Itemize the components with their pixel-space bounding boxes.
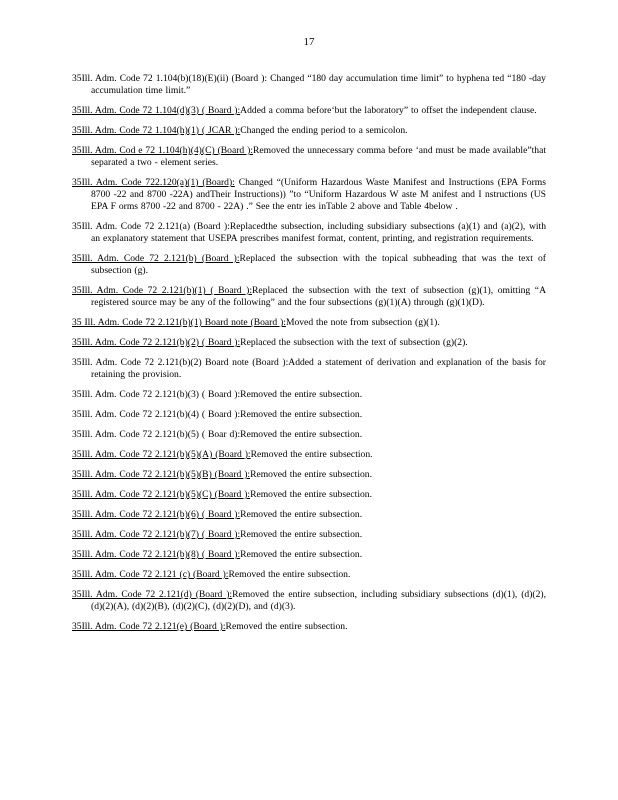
- citation: 35Ill. Adm. Code 722.120(a)(1) (Board):: [72, 177, 235, 188]
- amendment-entry: [72, 489, 546, 501]
- citation: 35Ill. Adm. Code 72 2.121 (c) (Board ):: [72, 569, 229, 580]
- citation: 35Ill. Adm. Code 72 2.121(b)(5)(C) (Board ):: [72, 489, 251, 500]
- change-description: Added a statement of derivation and explanation of the basis for retaining the provision.: [91, 357, 546, 380]
- amendment-entry: [72, 221, 546, 245]
- change-description: Changed “(Uniform Hazardous Waste Manifest and Instructions (EPA Forms 8700 -22 and 8700 -22A) andTheir Instructions)) ”to “Uniform Hazardous W aste M anifest and I nstructions (US EPA F orms 8700 -22 and 8700 - 22A) .” See the entr ies inTable 2 above and Table 4below .: [91, 177, 546, 212]
- citation: 35Ill. Adm. Code 72 1.104(h)(1) ( JCAR ):: [72, 125, 241, 136]
- change-description: Removed the entire subsection.: [240, 429, 363, 440]
- amendment-entry: [72, 285, 546, 309]
- amendment-entry: [72, 409, 546, 421]
- amendment-entry: [72, 621, 546, 633]
- change-description: (Board ): Changed “180 day accumulation time limit” to hyphena ted “180 -day accumulation time limit.”: [91, 73, 546, 96]
- citation: 35Ill. Adm. Code 72 2.121(b)(7) ( Board ):: [72, 529, 241, 540]
- citation: 35Ill. Adm. Code 72 2.121(a) (Board ):: [72, 221, 230, 232]
- change-description: Removed the entire subsection.: [240, 529, 363, 540]
- citation: 35Ill. Adm. Code 72 1.104(d)(3) ( Board ):: [72, 105, 241, 116]
- amendment-entry: [72, 177, 546, 213]
- change-description: Added a comma before‘but the laboratory” to offset the independent clause.: [240, 105, 537, 116]
- citation: 35Ill. Adm. Code 72 2.121(b)(5) ( Boar d):: [72, 429, 241, 440]
- citation: 35Ill. Adm. Code 72 2.121(b)(8) ( Board ):: [72, 549, 241, 560]
- amendment-entry: [72, 509, 546, 521]
- change-description: Removed the entire subsection.: [240, 509, 363, 520]
- change-description: Removed the entire subsection.: [228, 569, 351, 580]
- amendment-entry: [72, 317, 546, 329]
- citation: 35Ill. Adm. Code 72 2.121(b)(5)(A) (Board ):: [72, 449, 251, 460]
- change-description: Replacedthe subsection, including subsidiary subsections (a)(1) and (a)(2), with an explanatory statement that USEPA prescribes manifest format, content, printing, and registration requirements.: [91, 221, 546, 244]
- change-description: Removed the entire subsection, including subsidiary subsections (d)(1), (d)(2), (d)(2)(A), (d)(2)(B), (d)(2)(C), (d)(2)(D), and (d)(3).: [91, 589, 546, 612]
- change-description: Removed the entire subsection.: [240, 389, 363, 400]
- change-description: Moved the note from subsection (g)(1).: [285, 317, 440, 328]
- amendment-entry: [72, 253, 546, 277]
- change-description: Removed the unnecessary comma before ‘and must be made available”that separated a two - element series.: [91, 145, 546, 168]
- amendment-entry: [72, 529, 546, 541]
- citation: 35Ill. Adm. Code 72 2.121(b)(2) ( Board ):: [72, 337, 241, 348]
- amendment-entry: [72, 429, 546, 441]
- citation: 35 Ill. Adm. Code 72 2.121(b)(1) Board note (Board ):: [72, 317, 286, 328]
- amendment-list: [72, 73, 546, 641]
- amendment-entry: [72, 337, 546, 349]
- change-description: Removed the entire subsection.: [250, 449, 373, 460]
- amendment-entry: [72, 105, 546, 117]
- amendment-entry: [72, 145, 546, 169]
- citation: 35Ill. Adm. Code 72 2.121(b)(1) ( Board ):: [72, 285, 253, 296]
- page-number: 17: [303, 36, 315, 48]
- citation: 35Ill. Adm. Code 72 2.121(e) (Board ):: [72, 621, 226, 632]
- change-description: Removed the entire subsection.: [250, 489, 372, 500]
- change-description: Removed the entire subsection.: [240, 409, 363, 420]
- change-description: Removed the entire subsection.: [225, 621, 348, 632]
- amendment-entry: [72, 589, 546, 613]
- amendment-entry: [72, 389, 546, 401]
- change-description: Changed the ending period to a semicolon.: [240, 125, 408, 136]
- citation: 35Ill. Adm. Code 72 2.121(b)(3) ( Board ):: [72, 389, 241, 400]
- citation: 35Ill. Adm. Code 72 2.121(b)(4) ( Board ):: [72, 409, 241, 420]
- amendment-entry: [72, 73, 546, 97]
- amendment-entry: [72, 469, 546, 481]
- change-description: Replaced the subsection with the text of subsection (g)(1), omitting “A registered source may be any of the following” and the four subsections (g)(1)(A) through (g)(1)(D).: [91, 285, 546, 308]
- citation: 35Ill. Adm. Cod e 72 1.104(h)(4)(C) (Board ):: [72, 145, 253, 156]
- amendment-entry: [72, 125, 546, 137]
- citation: 35Ill. Adm. Code 72 2.121(b)(6) ( Board ):: [72, 509, 241, 520]
- citation: 35Ill. Adm. Code 72 2.121(b)(5)(B) (Board ):: [72, 469, 251, 480]
- change-description: Replaced the subsection with the topical subheading that was the text of subsection (g).: [91, 253, 546, 276]
- citation: 35Ill. Adm. Code 72 2.121(d) (Board ):: [72, 589, 233, 600]
- amendment-entry: [72, 449, 546, 461]
- amendment-entry: [72, 569, 546, 581]
- citation: 35Ill. Adm. Code 72 1.104(b)(18)(E)(ii): [72, 73, 229, 84]
- amendment-entry: [72, 357, 546, 381]
- citation: 35Ill. Adm. Code 72 2.121(b) (Board ):: [72, 253, 240, 264]
- change-description: Replaced the subsection with the text of subsection (g)(2).: [240, 337, 468, 348]
- citation: 35Ill. Adm. Code 72 2.121(b)(2) Board note (Board ):: [72, 357, 289, 368]
- change-description: Removed the entire subsection.: [240, 549, 363, 560]
- amendment-entry: [72, 549, 546, 561]
- change-description: Removed the entire subsection.: [250, 469, 372, 480]
